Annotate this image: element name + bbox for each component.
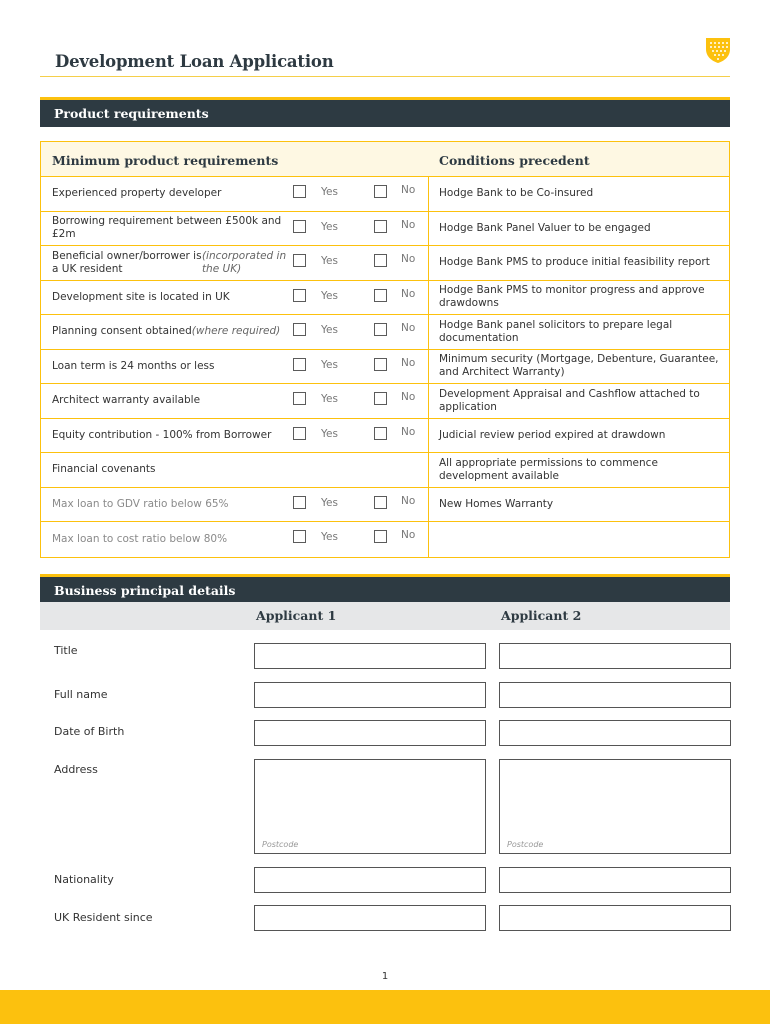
field-label-title: Title — [54, 644, 78, 657]
no-checkbox[interactable] — [374, 289, 387, 302]
requirement-text: Max loan to GDV ratio below 65% — [52, 497, 229, 510]
requirement-label — [52, 281, 287, 315]
yes-label: Yes — [321, 186, 338, 198]
applicant-1-full-name-field[interactable] — [254, 682, 486, 708]
requirement-text: Financial covenants — [52, 463, 156, 476]
no-checkbox[interactable] — [374, 427, 387, 440]
requirement-note: (where required) — [191, 325, 281, 338]
yes-label: Yes — [321, 496, 338, 509]
requirement-text: Experienced property developer — [52, 187, 222, 200]
yes-checkbox[interactable] — [293, 358, 306, 371]
requirement-label — [52, 384, 287, 418]
section-header-business-principal: Business principal details — [40, 574, 730, 604]
no-checkbox[interactable] — [374, 185, 387, 198]
no-label: No — [401, 253, 416, 265]
requirement-label — [52, 453, 287, 487]
yes-label: Yes — [321, 531, 338, 543]
no-label: No — [401, 425, 416, 438]
no-checkbox[interactable] — [374, 220, 387, 233]
applicant-1-heading: Applicant 1 — [256, 608, 337, 623]
requirement-row — [41, 315, 729, 350]
requirement-label — [52, 212, 287, 246]
condition-precedent-text: Minimum security (Mortgage, Debenture, Guarantee, and Architect Warranty) — [439, 353, 719, 379]
requirement-label — [52, 419, 287, 453]
postcode-placeholder: Postcode — [262, 840, 299, 849]
condition-precedent-text: Hodge Bank PMS to monitor progress and approve drawdowns — [439, 284, 705, 310]
condition-precedent-text — [439, 522, 724, 557]
minimum-requirements-heading: Minimum product requirements — [52, 153, 279, 168]
yes-checkbox[interactable] — [293, 254, 306, 267]
condition-precedent-text: New Homes Warranty — [439, 497, 554, 510]
requirement-row — [41, 350, 729, 385]
no-label: No — [401, 494, 416, 507]
no-checkbox[interactable] — [374, 530, 387, 543]
product-requirements-table — [40, 141, 730, 558]
requirement-row — [41, 246, 729, 281]
condition-precedent-text: Judicial review period expired at drawdown — [439, 428, 666, 441]
applicant-2-title-field[interactable] — [499, 643, 731, 669]
requirement-label — [52, 177, 287, 211]
yes-checkbox[interactable] — [293, 323, 306, 336]
requirement-rows — [41, 177, 729, 557]
yes-label: Yes — [321, 358, 338, 371]
yes-label: Yes — [321, 255, 338, 267]
yes-checkbox[interactable] — [293, 289, 306, 302]
field-label-address: Address — [54, 763, 98, 776]
yes-checkbox[interactable] — [293, 185, 306, 198]
requirement-row — [41, 488, 729, 523]
requirement-text: Development site is located in UK — [52, 290, 230, 303]
applicant-1-uk-resident-since-field[interactable] — [254, 905, 486, 931]
requirement-text: Borrowing requirement between £500k and £2m — [52, 215, 282, 241]
applicant-1-title-field[interactable] — [254, 643, 486, 669]
requirement-note: (incorporated in the UK) — [201, 249, 287, 275]
requirement-label — [52, 315, 287, 349]
yes-label: Yes — [321, 220, 338, 233]
yes-label: Yes — [321, 324, 338, 336]
field-label-date-of-birth: Date of Birth — [54, 725, 125, 738]
requirement-row — [41, 177, 729, 212]
requirement-text: Max loan to cost ratio below 80% — [52, 532, 228, 545]
applicant-1-date-of-birth-field[interactable] — [254, 720, 486, 746]
yes-checkbox[interactable] — [293, 392, 306, 405]
section-header-product-requirements: Product requirements — [40, 97, 730, 127]
condition-precedent-text: Hodge Bank PMS to produce initial feasibility report — [439, 256, 710, 269]
applicant-2-uk-resident-since-field[interactable] — [499, 905, 731, 931]
applicants-header-band — [40, 602, 730, 630]
no-checkbox[interactable] — [374, 392, 387, 405]
applicant-2-heading: Applicant 2 — [501, 608, 582, 623]
field-label-full-name: Full name — [54, 688, 108, 701]
no-checkbox[interactable] — [374, 254, 387, 267]
requirement-text: Loan term is 24 months or less — [52, 359, 215, 372]
no-checkbox[interactable] — [374, 496, 387, 509]
no-label: No — [401, 322, 416, 334]
no-label: No — [401, 356, 416, 369]
requirement-row — [41, 419, 729, 454]
page-title: Development Loan Application — [55, 52, 334, 71]
applicant-2-address-field[interactable] — [499, 759, 731, 854]
requirement-label — [52, 522, 287, 557]
requirement-label — [52, 246, 287, 280]
requirement-label — [52, 488, 287, 522]
title-divider — [40, 76, 730, 77]
condition-precedent-text: All appropriate permissions to commence development available — [439, 456, 658, 482]
condition-precedent-text: Development Appraisal and Cashflow attached to application — [439, 387, 700, 413]
no-checkbox[interactable] — [374, 358, 387, 371]
yes-checkbox[interactable] — [293, 220, 306, 233]
yes-label: Yes — [321, 393, 338, 405]
no-label: No — [401, 287, 416, 300]
shield-crest-icon — [705, 36, 731, 64]
yes-label: Yes — [321, 427, 338, 440]
field-label-nationality: Nationality — [54, 873, 114, 886]
applicant-1-nationality-field[interactable] — [254, 867, 486, 893]
no-label: No — [401, 218, 416, 231]
applicant-2-date-of-birth-field[interactable] — [499, 720, 731, 746]
postcode-placeholder: Postcode — [507, 840, 544, 849]
applicant-2-full-name-field[interactable] — [499, 682, 731, 708]
requirement-row — [41, 522, 729, 557]
applicant-2-nationality-field[interactable] — [499, 867, 731, 893]
page-number: 1 — [381, 971, 389, 982]
conditions-precedent-heading: Conditions precedent — [439, 153, 590, 168]
requirement-row — [41, 212, 729, 247]
applicant-1-address-field[interactable] — [254, 759, 486, 854]
requirement-text: Architect warranty available — [52, 394, 201, 407]
requirement-row — [41, 384, 729, 419]
requirement-row — [41, 453, 729, 488]
condition-precedent-text: Hodge Bank to be Co-insured — [439, 187, 594, 200]
yes-label: Yes — [321, 289, 338, 302]
no-checkbox[interactable] — [374, 323, 387, 336]
condition-precedent-text: Hodge Bank Panel Valuer to be engaged — [439, 221, 651, 234]
no-label: No — [401, 184, 416, 196]
no-label: No — [401, 529, 416, 541]
requirement-text: Planning consent obtained — [52, 325, 192, 338]
yes-checkbox[interactable] — [293, 496, 306, 509]
field-label-uk-resident-since: UK Resident since — [54, 911, 153, 924]
requirement-text: Beneficial owner/borrower is a UK resident — [52, 249, 202, 275]
yes-checkbox[interactable] — [293, 530, 306, 543]
footer-bar — [0, 990, 770, 1024]
requirement-row — [41, 281, 729, 316]
requirement-label — [52, 350, 287, 384]
no-label: No — [401, 391, 416, 403]
requirement-text: Equity contribution - 100% from Borrower — [52, 428, 272, 441]
yes-checkbox[interactable] — [293, 427, 306, 440]
table-header-row — [41, 142, 729, 177]
condition-precedent-text: Hodge Bank panel solicitors to prepare legal documentation — [439, 318, 673, 344]
